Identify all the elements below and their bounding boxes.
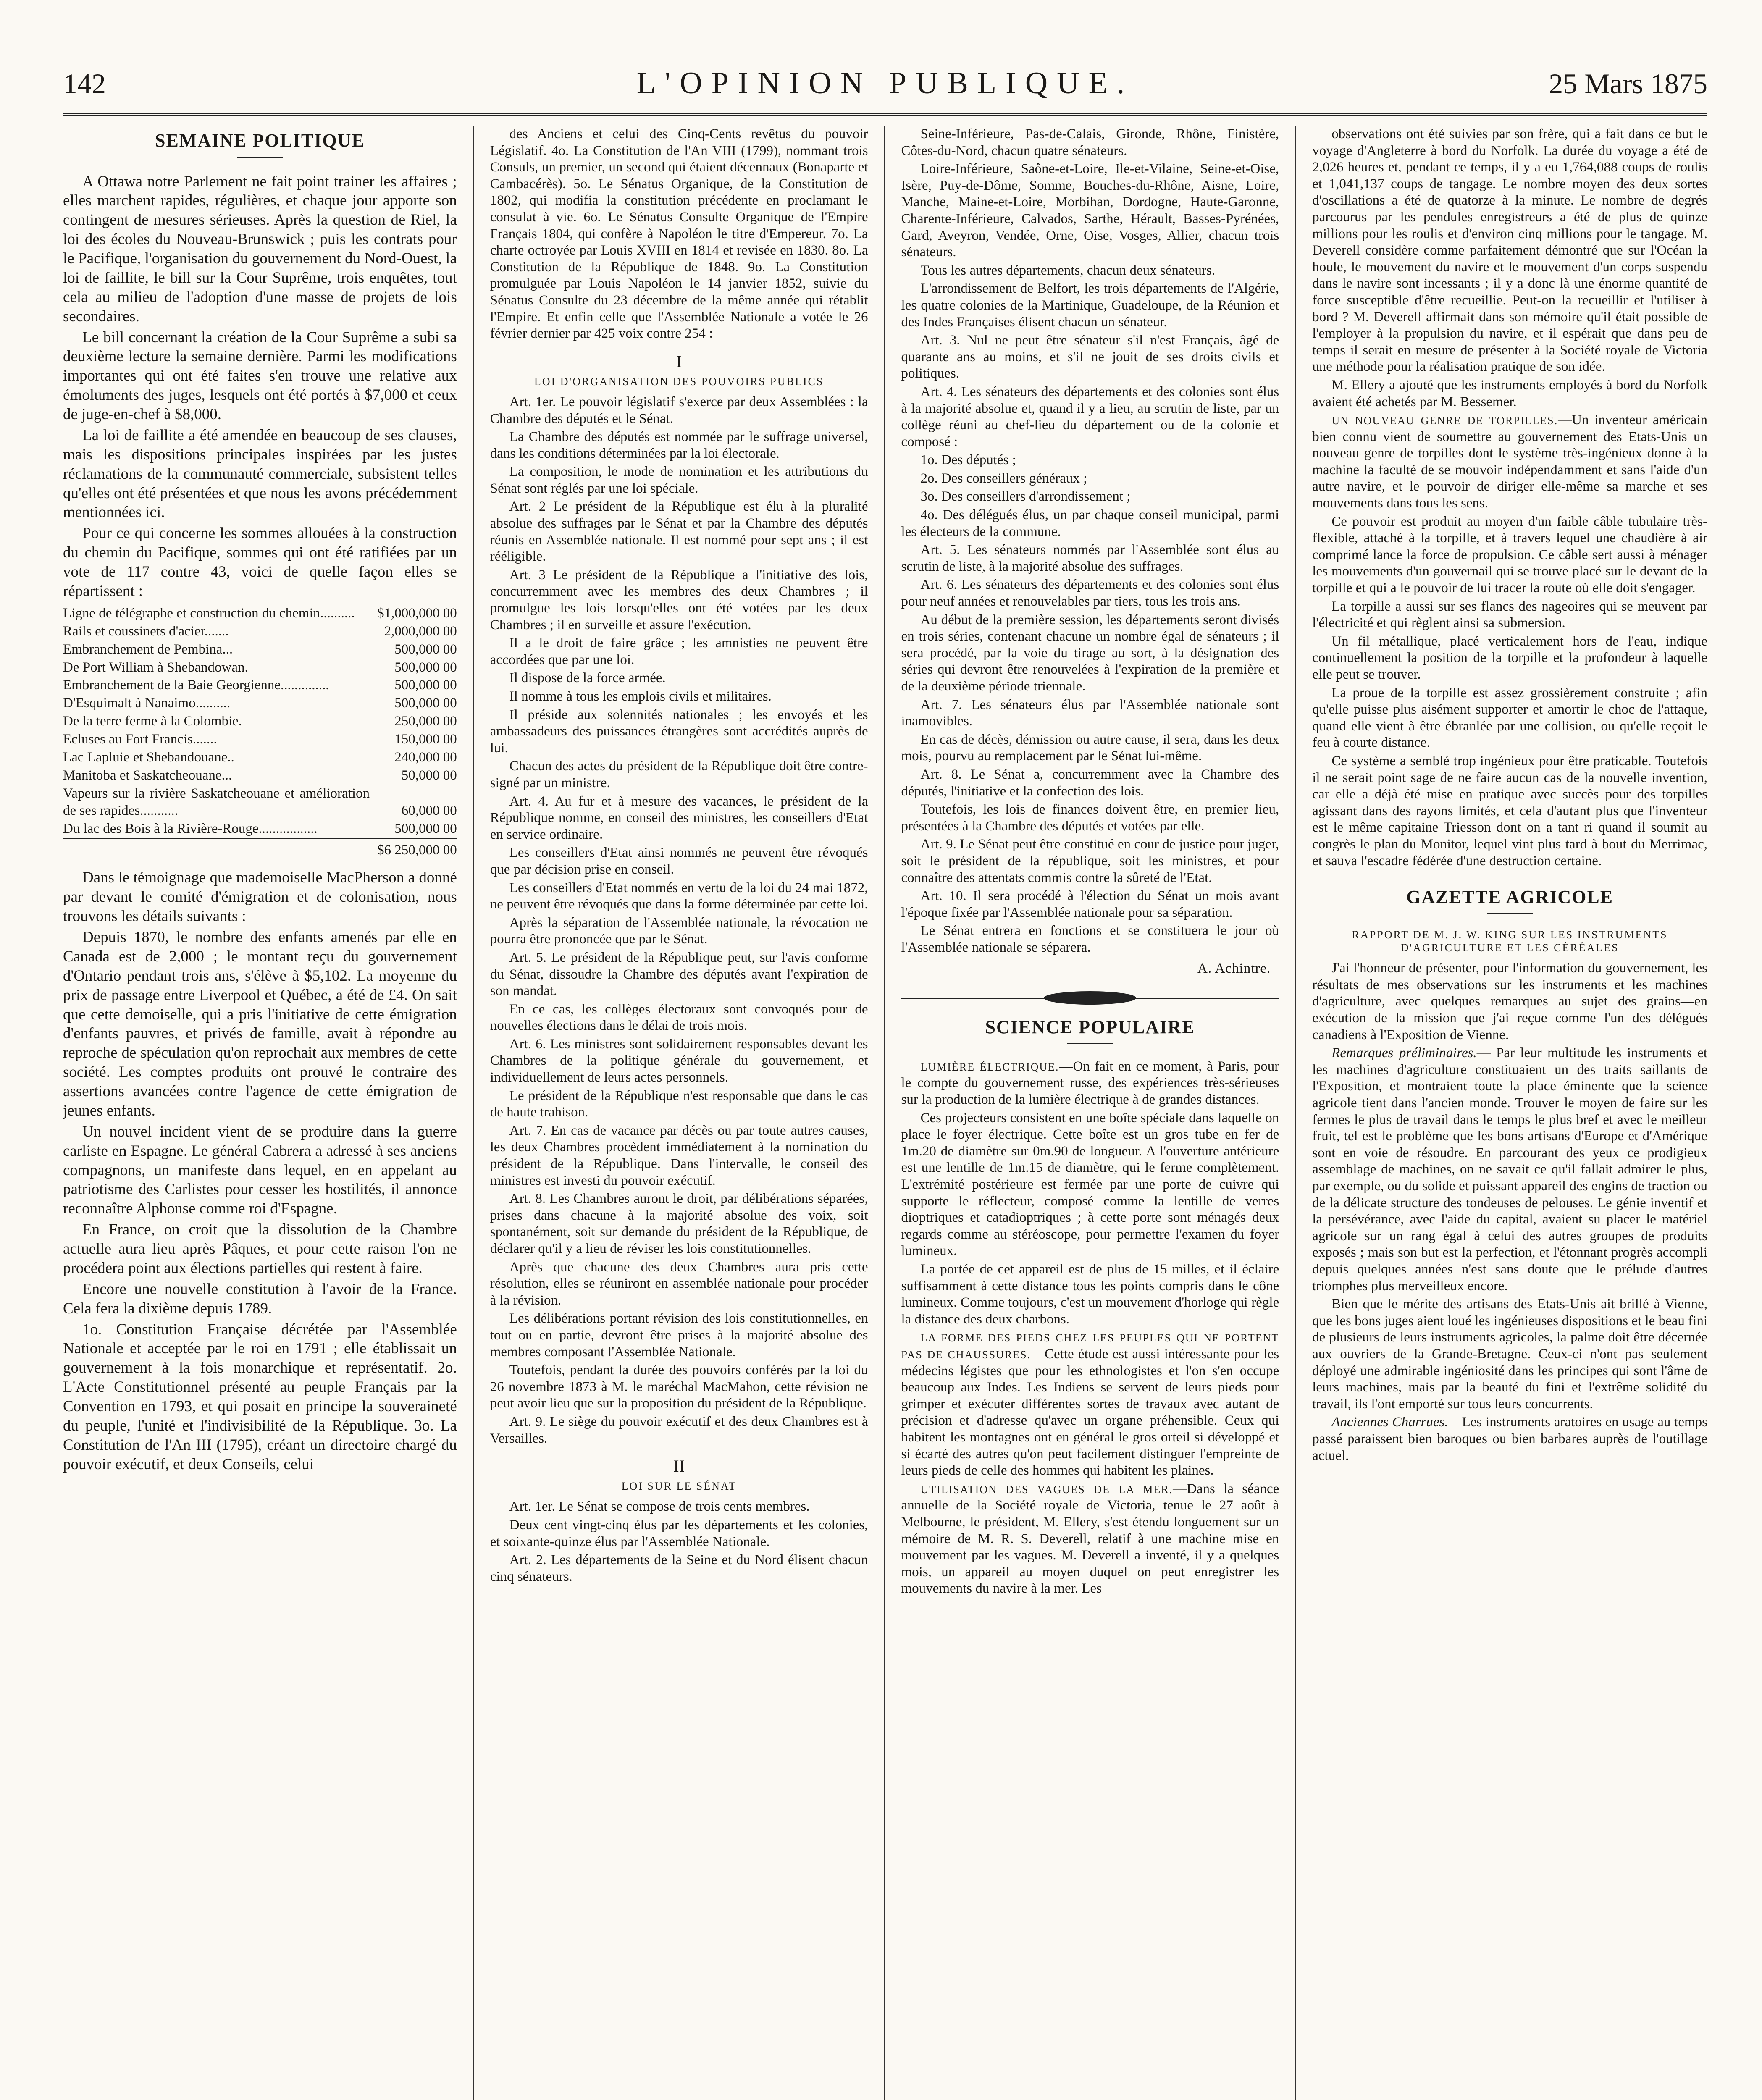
paragraph: Ce pouvoir est produit au moyen d'un faible câble tubulaire très-flexible, attaché à la torpille, et à travers lequel une chaudière à air comprimé lance la force de propulsion. Ce câble sert aussi à ménager les mouvements d'un gouvernail qui se trouve placé sur le devant de la torpille et qui a le pouvoir de lui tracer la route où elle doit s'engager. [1312, 514, 1707, 596]
paragraph: Le Sénat entrera en fonctions et se constituera le jour où l'Assemblée nationale se séparera. [901, 923, 1279, 955]
section-heading-gazette-agricole: GAZETTE AGRICOLE [1406, 887, 1614, 908]
paragraph: L'arrondissement de Belfort, les trois départements de l'Algérie, les quatre colonies de la Martinique, Guadeloupe, de la Réunion et des Indes Françaises élisent chacun un sénateur. [901, 281, 1279, 330]
paragraph: En cas de décès, démission ou autre cause, il sera, dans les deux mois, pourvu au remplacement par le Sénat lui-même. [901, 732, 1279, 764]
paragraph: des Anciens et celui des Cinq-Cents revêtus du pouvoir Législatif. 4o. La Constitution de l'An VIII (1799), nommant trois Consuls, un premier, un second qui étaient décennaux (Bonaparte et Cambacérès). 5o. Le Sénatus Organique, de la Constitution de 1802, qui modifia la constitution précédente en proclamant le consulat à vie. 6o. Le Sénatus Consulte Organique de l'Empire Français 1804, qui confère à Napoléon le titre d'Empereur. 7o. La charte octroyée par Louis XVIII en 1814 et revisée en 1830. 8o. La Constitution de la République de 1848. 9o. La Constitution promulguée par Louis Napoléon le 14 janvier 1852, suivie du Sénatus Consulte du 23 décembre de la même année qui rétablit l'Empire. Et enfin celle que l'Assemblée Nationale a votée le 26 février dernier par 425 voix contre 254 : [490, 126, 868, 341]
column-4 [1296, 126, 1707, 2100]
paragraph: Pour ce qui concerne les sommes allouées à la construction du chemin du Pacifique, sommes qui ont été ratifiées par un vote de 117 contre 43, voici de quelle façon elles se répartissent : [63, 525, 457, 600]
ledger-item-label: Du lac des Bois à la Rivière-Rouge................. [63, 821, 318, 836]
item-lead: UTILISATION DES VAGUES DE LA MER. [920, 1483, 1173, 1496]
article-columns [63, 126, 1707, 2100]
ledger-item-label: D'Esquimalt à Nanaimo.......... [63, 696, 231, 711]
ledger-item-amount: 500,000 00 [394, 641, 457, 657]
article-paragraph: Chacun des actes du président de la République doit être contre-signé par un ministre. [490, 759, 868, 790]
paragraph: Dans le témoignage que mademoiselle MacPherson a donné par devant le comité d'émigration et de colonisation, nous trouvons les détails suivants : [63, 869, 457, 925]
ledger-row [63, 820, 457, 838]
section-number: II [673, 1457, 685, 1476]
paragraph [1312, 1414, 1707, 1464]
item-text: —Les instruments aratoires en usage au temps passé paraissent bien baroques ou bien barbares auprès de l'outillage actuel. [1312, 1415, 1707, 1463]
item-lead: UN NOUVEAU GENRE DE TORPILLES. [1331, 415, 1558, 427]
paragraph: La loi de faillite a été amendée en beaucoup de ses clauses, mais les dispositions principales inspirées par les justes réclamations de la communauté commerciale, subsistent telles qu'elles ont été présentées et que nous les avons précédemment mentionnées ici. [63, 426, 457, 521]
ledger-item-amount: 500,000 00 [394, 821, 457, 836]
ledger-item-amount: 2,000,000 00 [384, 623, 457, 639]
article-paragraph: Art. 3 Le président de la République a l'initiative des lois, concurremment avec les membres des deux Chambres ; il promulgue les lois lorsqu'elles ont été votées par les deux Chambres ; il en surveille et assure l'exécution. [490, 567, 868, 633]
article-paragraph: La composition, le mode de nomination et les attributions du Sénat sont réglés par une loi spéciale. [490, 464, 868, 496]
paragraph: Seine-Inférieure, Pas-de-Calais, Gironde, Rhône, Finistère, Côtes-du-Nord, chacun quatre sénateurs. [901, 126, 1279, 158]
article-paragraph: Les conseillers d'Etat nommés en vertu de la loi du 24 mai 1872, ne peuvent être révoqués que dans la forme déterminée par cette loi. [490, 880, 868, 912]
ledger-row [63, 748, 457, 766]
ledger-item-amount: 500,000 00 [394, 696, 457, 711]
article-paragraph: Après que chacune des deux Chambres aura pris cette résolution, elles se réuniront en assemblée nationale pour procéder à la révision. [490, 1259, 868, 1308]
article-paragraph: Les conseillers d'Etat ainsi nommés ne peuvent être révoqués que par décision prise en conseil. [490, 845, 868, 877]
article-paragraph: En ce cas, les collèges électoraux sont convoqués pour de nouvelles élections dans le délai de trois mois. [490, 1001, 868, 1034]
article-paragraph: Les délibérations portant révision des lois constitutionnelles, en tout ou en partie, devront être prises à la majorité absolue des membres composant l'Assemblée Nationale. [490, 1311, 868, 1360]
pacific-railway-allocation-table [63, 604, 457, 859]
section-heading-semaine-politique: SEMAINE POLITIQUE [155, 130, 365, 151]
paragraph: observations ont été suivies par son frère, qui a fait dans ce but le voyage d'Angleterre à bord du Norfolk. La durée du voyage a été de 2,026 heures et, pendant ce temps, il y a eu 1,764,088 coups de roulis et 1,041,137 coups de tangage. Le nombre moyen des deux sortes d'oscillations a été de quatorze à la minute. Le nombre de degrés parcourus par les pendules enregistreurs a été de plus de quinze millions pour les roulis et d'environ cinq millions pour le tangage. M. Deverell considère comme parfaitement démontré que sur l'Océan la houle, le mouvement du navire et le mouvement d'un corps suspendu dans le navire sont incessants ; il y a donc là une énorme quantité de force susceptible d'être recueillie. Peut-on la recueillir et l'utiliser à bord ? M. Deverell affirmait dans son mémoire qu'il était possible de l'employer à la propulsion du navire, et il espérait que dans peu de temps il serait en mesure de présenter à la Société royale de Victoria une méthode pour la réalisation pratique de son idée. [1312, 126, 1707, 375]
masthead [63, 63, 1707, 116]
article-paragraph: La Chambre des députés est nommée par le suffrage universel, dans les conditions déterminées par la loi électorale. [490, 429, 868, 461]
article-paragraph: Art. 1er. Le Sénat se compose de trois cents membres. [509, 1499, 810, 1515]
law-heading: LOI SUR LE SÉNAT [621, 1480, 737, 1493]
ledger-item-amount: 150,000 00 [394, 732, 457, 747]
ledger-item-label: Lac Lapluie et Shebandouane.. [63, 750, 234, 765]
ledger-item-label: Ecluses au Fort Francis....... [63, 732, 217, 747]
paragraph: Toutefois, les lois de finances doivent être, en premier lieu, présentées à la Chambre des députés et votées par elle. [901, 802, 1279, 834]
ledger-row [63, 604, 457, 622]
item-text: —Dans la séance annuelle de la Société royale de Victoria, tenue le 27 août à Melbourne, le président, M. Ellery, s'est étendu longuement sur un mémoire de M. R. S. Deverell, relatif à une machine mise en mouvement par les vagues. M. Deverell a inventé, il y a quelques mois, un appareil au moyen duquel on peut enregistrer les mouvements du navire à la mer. Les [901, 1481, 1279, 1596]
item-text: —On fait en ce moment, à Paris, pour le compte du gouvernement russe, des expériences très-sérieuses sur la production de la lumière électrique à de grandes distances. [901, 1058, 1279, 1108]
ledger-item-amount: 500,000 00 [394, 677, 457, 693]
article-paragraph: Art. 2. Les départements de la Seine et du Nord élisent chacun cinq sénateurs. [490, 1552, 868, 1584]
paragraph: M. Ellery a ajouté que les instruments employés à bord du Norfolk avaient été achetés par M. Bessemer. [1312, 377, 1707, 410]
paragraph: Ces projecteurs consistent en une boîte spéciale dans laquelle on place le foyer électrique. Cette boîte est un gros tube en fer de 1m.20 de diamètre sur 0m.90 de longueur. A l'ouverture antérieure est une lentille de 1m.15 de diamètre, qui le ferme complètement. L'extrémité postérieure est fermée par une porte de cuivre qui supporte le réflecteur, composé comme la lentille de verres dioptriques et catadioptriques ; à cette porte sont ménagés deux regards comme au stéréoscope, pour permettre l'examen du foyer lumineux. [901, 1110, 1279, 1259]
ledger-total-label [63, 838, 370, 859]
ledger-total-amount: $6 250,000 00 [370, 838, 457, 859]
article-paragraph: Art. 8. Les Chambres auront le droit, par délibérations séparées, prises dans chacune à la majorité absolue des voix, soit spontanément, soit sur demande du président de la République, de déclarer qu'il y a lieu de réviser les lois constitutionnelles. [490, 1191, 868, 1256]
issue-date: 25 Mars 1875 [1549, 68, 1707, 100]
paragraph: Art. 10. Il sera procédé à l'élection du Sénat un mois avant l'époque fixée par l'Assemblée nationale pour sa séparation. [901, 888, 1279, 920]
heading-rule [1067, 1043, 1113, 1044]
column-3 [885, 126, 1297, 2100]
paragraph: Art. 4. Les sénateurs des départements et des colonies sont élus à la majorité absolue et, quand il y a lieu, au scrutin de liste, par un collège réuni au chef-lieu du département ou de la colonie et composé : [901, 384, 1279, 449]
article-paragraph: Après la séparation de l'Assemblée nationale, la révocation ne pourra être prononcée que par le Sénat. [490, 915, 868, 947]
article-paragraph: Art. 1er. Le pouvoir législatif s'exerce par deux Assemblées : la Chambre des députés et le Sénat. [490, 394, 868, 426]
newspaper-page [63, 63, 1707, 2100]
article-paragraph: Art. 2 Le président de la République est élu à la pluralité absolue des suffrages par le Sénat et par la Chambre des députés réunis en Assemblée nationale. Il est nommé pour sept ans ; il est rééligible. [490, 499, 868, 564]
article-paragraph: Il préside aux solennités nationales ; les envoyés et les ambassadeurs des puissances étrangères sont accrédités auprès de lui. [490, 707, 868, 756]
paragraph: A Ottawa notre Parlement ne fait point trainer les affaires ; elles marchent rapides, régulières, et chaque jour apporte son contingent de mesures sérieuses. Après la question de Riel, la loi des écoles du Nouveau-Brunswick ; puis les contrats pour le Pacifique, l'organisation du gouvernement du Nord-Ouest, la loi de faillite, le bill sur la Cour Suprême, trois enquêtes, tout cela au milieu de l'adoption d'une masse de projets de lois secondaires. [63, 173, 457, 325]
ledger-item-amount: 60,000 00 [401, 803, 457, 818]
item-text: —Un inventeur américain bien connu vient de soumettre au gouvernement des Etats-Unis un nouveau genre de torpilles dont le système très-ingénieux donne à la machine la faculté de se mouvoir indépendamment et sans l'aide d'un autre navire, et le pouvoir de diriger elle-même sa marche et ses mouvements dans tous les sens. [1312, 412, 1707, 511]
ledger-item-label: De la terre ferme à la Colombie. [63, 714, 242, 729]
heading-rule [1487, 913, 1533, 914]
section-heading-science-populaire: SCIENCE POPULAIRE [985, 1017, 1195, 1038]
ledger-item-label: Vapeurs sur la rivière Saskatcheouane et amélioration de ses rapides........... [63, 785, 370, 818]
paragraph: La proue de la torpille est assez grossièrement construite ; afin qu'elle puisse plus aisément supporter et amortir le choc de l'attaque, quand elle vient à être ébranlée par une collision, ou qu'elle reçoit le feu à courte distance. [1312, 685, 1707, 751]
paragraph: Art. 5. Les sénateurs nommés par l'Assemblée sont élus au scrutin de liste, à la majorité absolue des suffrages. [901, 542, 1279, 574]
item-lead: LUMIÈRE ÉLECTRIQUE. [920, 1060, 1059, 1073]
article-paragraph: Art. 5. Le président de la République peut, sur l'avis conforme du Sénat, dissoudre la Chambre des députés avant l'expiration de son mandat. [490, 950, 868, 999]
article-paragraph: Art. 7. En cas de vacance par décès ou par toute autres causes, les deux Chambres procèdent immédiatement à la nomination du président de la République. Dans l'intervalle, le conseil des ministres est investi du pouvoir exécutif. [490, 1123, 868, 1188]
paragraph: Art. 7. Les sénateurs élus par l'Assemblée nationale sont inamovibles. [901, 697, 1279, 729]
paragraph: 1o. Constitution Française décrétée par l'Assemblée Nationale et acceptée par le roi en 1791 ; elle établissait un gouvernement à la fois monarchique et représentatif. 2o. L'Acte Constitutionnel présenté au peuple Français par la Convention en 1793, et qui posait en principe la souveraineté du peuple, l'unité et l'indivisibilité de la République. 3o. La Constitution de l'An III (1795), créant un directoire chargé du pouvoir exécutif, et deux Conseils, celui [63, 1320, 457, 1473]
section-number: I [676, 352, 682, 371]
paragraph: Un fil métallique, placé verticalement hors de l'eau, indique continuellement la position de la torpille et la profondeur à laquelle elle peut se trouver. [1312, 633, 1707, 682]
ledger-row [63, 676, 457, 694]
paragraph: Encore une nouvelle constitution à l'avoir de la France. Cela fera la dixième depuis 1789. [63, 1280, 457, 1317]
ledger-row [63, 659, 457, 677]
ledger-row [63, 730, 457, 748]
paragraph: Depuis 1870, le nombre des enfants amenés par elle en Canada est de 2,000 ; le montant reçu du gouvernement d'Ontario pendant trois ans, s'élève à $5,102. La moyenne du prix de passage entre Liverpool et Québec, a été de £4. On sait que cette demoiselle, qui a pris l'initiative de cette émigration d'enfants pauvres, et privés de famille, avait à répondre au reproche de spéculation qu'on reprochait aux membres de cette société. Les comptes produits ont prouvé le contraire des assertions avancées contre l'agence de cette émigration de jeunes enfants. [63, 929, 457, 1119]
paragraph: Bien que le mérite des artisans des Etats-Unis ait brillé à Vienne, que les bons juges aient loué les ingénieuses dispositions et le beau fini de plusieurs de leurs instruments agricoles, la palme doit être décernée aux ouvriers de la Grande-Bretagne. Ceux-ci n'ont pas seulement déployé une admirable ingéniosité dans les principes qui sont l'âme de leurs machines, mais par la beauté du fini et l'extrême solidité du travail, ils l'ont emporté sur tous leurs concurrents. [1312, 1297, 1707, 1412]
paragraph: Loire-Inférieure, Saône-et-Loire, Ile-et-Vilaine, Seine-et-Oise, Isère, Puy-de-Dôme, Somme, Bouches-du-Rhône, Aisne, Loire, Manche, Maine-et-Loire, Morbihan, Dordogne, Haute-Garonne, Charente-Inférieure, Calvados, Sarthe, Hérault, Basses-Pyrénées, Gard, Aveyron, Vendée, Orne, Oise, Vosges, Allier, chacun trois sénateurs. [901, 161, 1279, 260]
paragraph: La torpille a aussi sur ses flancs des nageoires qui se meuvent par l'électricité et qui règlent ainsi sa submersion. [1312, 598, 1707, 631]
ledger-item-amount: 250,000 00 [394, 714, 457, 729]
article-paragraph: Deux cent vingt-cinq élus par les départements et les colonies, et soixante-quinze élus par l'Assemblée Nationale. [490, 1517, 868, 1549]
law-heading: LOI D'ORGANISATION DES POUVOIRS PUBLICS [534, 375, 824, 388]
paragraph: 2o. Des conseillers généraux ; [920, 470, 1087, 486]
heading-rule [237, 157, 283, 158]
ledger-item-label: Rails et coussinets d'acier....... [63, 623, 229, 639]
article-paragraph: Art. 9. Le siège du pouvoir exécutif et des deux Chambres est à Versailles. [490, 1414, 868, 1446]
newspaper-title: L'OPINION PUBLIQUE. [636, 66, 1134, 100]
item-lead: Anciennes Charrues. [1331, 1415, 1448, 1430]
article-paragraph: Art. 4. Au fur et à mesure des vacances, le président de la République nomme, en conseil des ministres, les conseillers d'Etat en service ordinaire. [490, 793, 868, 842]
paragraph: 4o. Des délégués élus, un par chaque conseil municipal, parmi les électeurs de la commune. [901, 507, 1279, 539]
paragraph: Un nouvel incident vient de se produire dans la guerre carliste en Espagne. Le général Cabrera a adressé à ses anciens compagnons, un manifeste dans lequel, en en appelant au patriotisme des Carlistes pour cesser les hostilités, il annonce reconnaître Alphonse comme roi d'Espagne. [63, 1123, 457, 1218]
paragraph: Ce système a semblé trop ingénieux pour être praticable. Toutefois il ne serait point sage de ne faire aucun cas de la nouvelle invention, car elle a déjà été mise en pratique avec succès pour des torpilles agissant dans des rayons limités, et cela d'autant plus que l'inventeur est le même capitaine Triesson dont on a tant ri quand il soumit au congrès le plan du Monitor, lequel vint plus tard à bout du Merrimac, et sauva l'escadre fédérée d'une destruction certaine. [1312, 753, 1707, 869]
item-text: —Cette étude est aussi intéressante pour les médecins légistes que pour les ethnologistes et l'on s'en occupe beaucoup aux Indes. Les Indiens se servent de leurs pieds pour grimper et exécuter différentes sortes de travaux avec autant de précision et d'adresse qu'avec un organe préhensible. Ceux qui habitent les montagnes ont en général le gros orteil si développé et si écarté des autres qu'on peut facilement distinguer l'empreinte de leurs pieds de celle des hommes qui habitent les plaines. [901, 1346, 1279, 1478]
paragraph: Le bill concernant la création de la Cour Suprême a subi sa deuxième lecture la semaine dernière. Parmi les modifications importantes qui ont été faites s'en trouve une relative aux émoluments des juges, lesquels ont été portés à $7,000 et ceux de juge-en-chef à $8,000. [63, 328, 457, 423]
ledger-item-label: Ligne de télégraphe et construction du chemin.......... [63, 605, 355, 621]
paragraph: Au début de la première session, les départements seront divisés en trois séries, contenant chacune un nombre égal de sénateurs ; il sera procédé, par la voie du tirage au sort, à la désignation des séries qui devront être renouvelées à l'expiration de la première et de la deuxième période triennale. [901, 612, 1279, 694]
article-paragraph: Toutefois, pendant la durée des pouvoirs conférés par la loi du 26 novembre 1873 à M. le maréchal MacMahon, cette révision ne peut avoir lieu que sur la proposition du président de la République. [490, 1362, 868, 1411]
ledger-item-label: Manitoba et Saskatcheouane... [63, 767, 232, 783]
paragraph [901, 1329, 1279, 1479]
ledger-row [63, 622, 457, 640]
ledger-row [63, 766, 457, 785]
ledger-item-amount: 500,000 00 [394, 659, 457, 675]
ledger-row [63, 712, 457, 730]
report-subheading: RAPPORT DE M. J. W. KING SUR LES INSTRUMENTS D'AGRICULTURE ET LES CÉRÉALES [1352, 928, 1668, 954]
article-paragraph: Il dispose de la force armée. [509, 670, 666, 686]
ledger-item-amount: 50,000 00 [401, 767, 457, 783]
ledger-item-label: Embranchement de la Baie Georgienne.............. [63, 677, 329, 693]
article-paragraph: Le président de la République n'est responsable que dans le cas de haute trahison. [490, 1088, 868, 1120]
decorative-rule [901, 990, 1279, 1006]
item-lead: LA FORME DES PIEDS CHEZ LES PEUPLES QUI NE PORTENT PAS DE CHAUSSURES. [901, 1332, 1279, 1361]
author-signature: A. Achintre. [1197, 961, 1271, 976]
paragraph: Art. 8. Le Sénat a, concurremment avec la Chambre des députés, l'initiative et la confection des lois. [901, 766, 1279, 799]
ledger-item-label: De Port William à Shebandowan. [63, 659, 248, 675]
paragraph [901, 1481, 1279, 1597]
column-1 [63, 126, 474, 2100]
item-text: — Par leur multitude les instruments et les machines d'agriculture constituaient un des traits saillants de l'Exposition, et montraient toute la place éminente que la science agricole tient dans l'ancien monde. Trouver le moyen de faire sur les fermes le plus de travail dans le temps le plus bref et avec le meilleur fruit, tel est le problème que les bons artisans d'Europe et d'Amérique sont en voie de résoudre. En parcourant des yeux ce prodigieux assemblage de machines, on ne savait ce qu'il fallait admirer le plus, par exemple, ou du solide et puissant appareil des engins de traction ou de la délicate structure des tondeuses de pelouses. Le génie inventif et la persévérance, avec l'aide du capital, avaient su placer le matériel agricole sur un rang égal à celui des autres groupes de produits exposés ; mais son but est la perfection, et l'étonnant progrès accompli depuis quelques années n'est sans doute que le prélude d'autres triomphes plus merveilleux encore. [1312, 1045, 1707, 1294]
ledger-item-amount: 240,000 00 [394, 750, 457, 765]
item-lead: Remarques préliminaires. [1331, 1045, 1477, 1061]
paragraph [901, 1058, 1279, 1108]
article-paragraph: Art. 6. Les ministres sont solidairement responsables devant les Chambres de la politique générale du gouvernement, et individuellement de leurs actes personnels. [490, 1036, 868, 1085]
paragraph [1312, 412, 1707, 512]
ledger-row [63, 785, 457, 820]
paragraph: Art. 9. Le Sénat peut être constitué en cour de justice pour juger, soit le président de la république, soit les ministres, et pour connaître des attentats commis contre la sûreté de l'Etat. [901, 837, 1279, 885]
article-paragraph: Il a le droit de faire grâce ; les amnisties ne peuvent être accordées que par une loi. [490, 635, 868, 667]
paragraph [1312, 1045, 1707, 1294]
page-number: 142 [63, 68, 106, 100]
paragraph: J'ai l'honneur de présenter, pour l'information du gouvernement, les résultats de mes observations sur les instruments et les machines d'agriculture, avec quelques remarques au sujet des grains—en exécution de la mission que j'ai reçue comme l'un des délégués canadiens à l'Exposition de Vienne. [1312, 961, 1707, 1042]
ledger-total-row [63, 838, 457, 859]
paragraph: La portée de cet appareil est de plus de 15 milles, et il éclaire suffisamment à cette distance tous les points compris dans le cône lumineux. Comme toujours, c'est un mouvement d'horloge qui règle la distance des deux charbons. [901, 1262, 1279, 1327]
paragraph: Art. 6. Les sénateurs des départements et des colonies sont élus pour neuf années et renouvelables par tiers, tous les trois ans. [901, 577, 1279, 609]
paragraph: 1o. Des députés ; [920, 452, 1016, 468]
ledger-item-amount: $1,000,000 00 [377, 605, 457, 621]
ledger-item-label: Embranchement de Pembina... [63, 641, 233, 657]
ledger-row [63, 640, 457, 659]
paragraph: 3o. Des conseillers d'arrondissement ; [920, 489, 1131, 504]
article-paragraph: Il nomme à tous les emplois civils et militaires. [509, 689, 772, 704]
paragraph: Tous les autres départements, chacun deux sénateurs. [920, 262, 1215, 278]
paragraph: En France, on croit que la dissolution de la Chambre actuelle aura lieu après Pâques, et pour cette raison l'on ne procédera point aux élections partielles qui restent à faire. [63, 1221, 457, 1277]
column-2 [474, 126, 885, 2100]
ledger-row [63, 694, 457, 712]
paragraph: Art. 3. Nul ne peut être sénateur s'il n'est Français, âgé de quarante ans au moins, et s'il ne jouit de ses droits civils et politiques. [901, 333, 1279, 381]
